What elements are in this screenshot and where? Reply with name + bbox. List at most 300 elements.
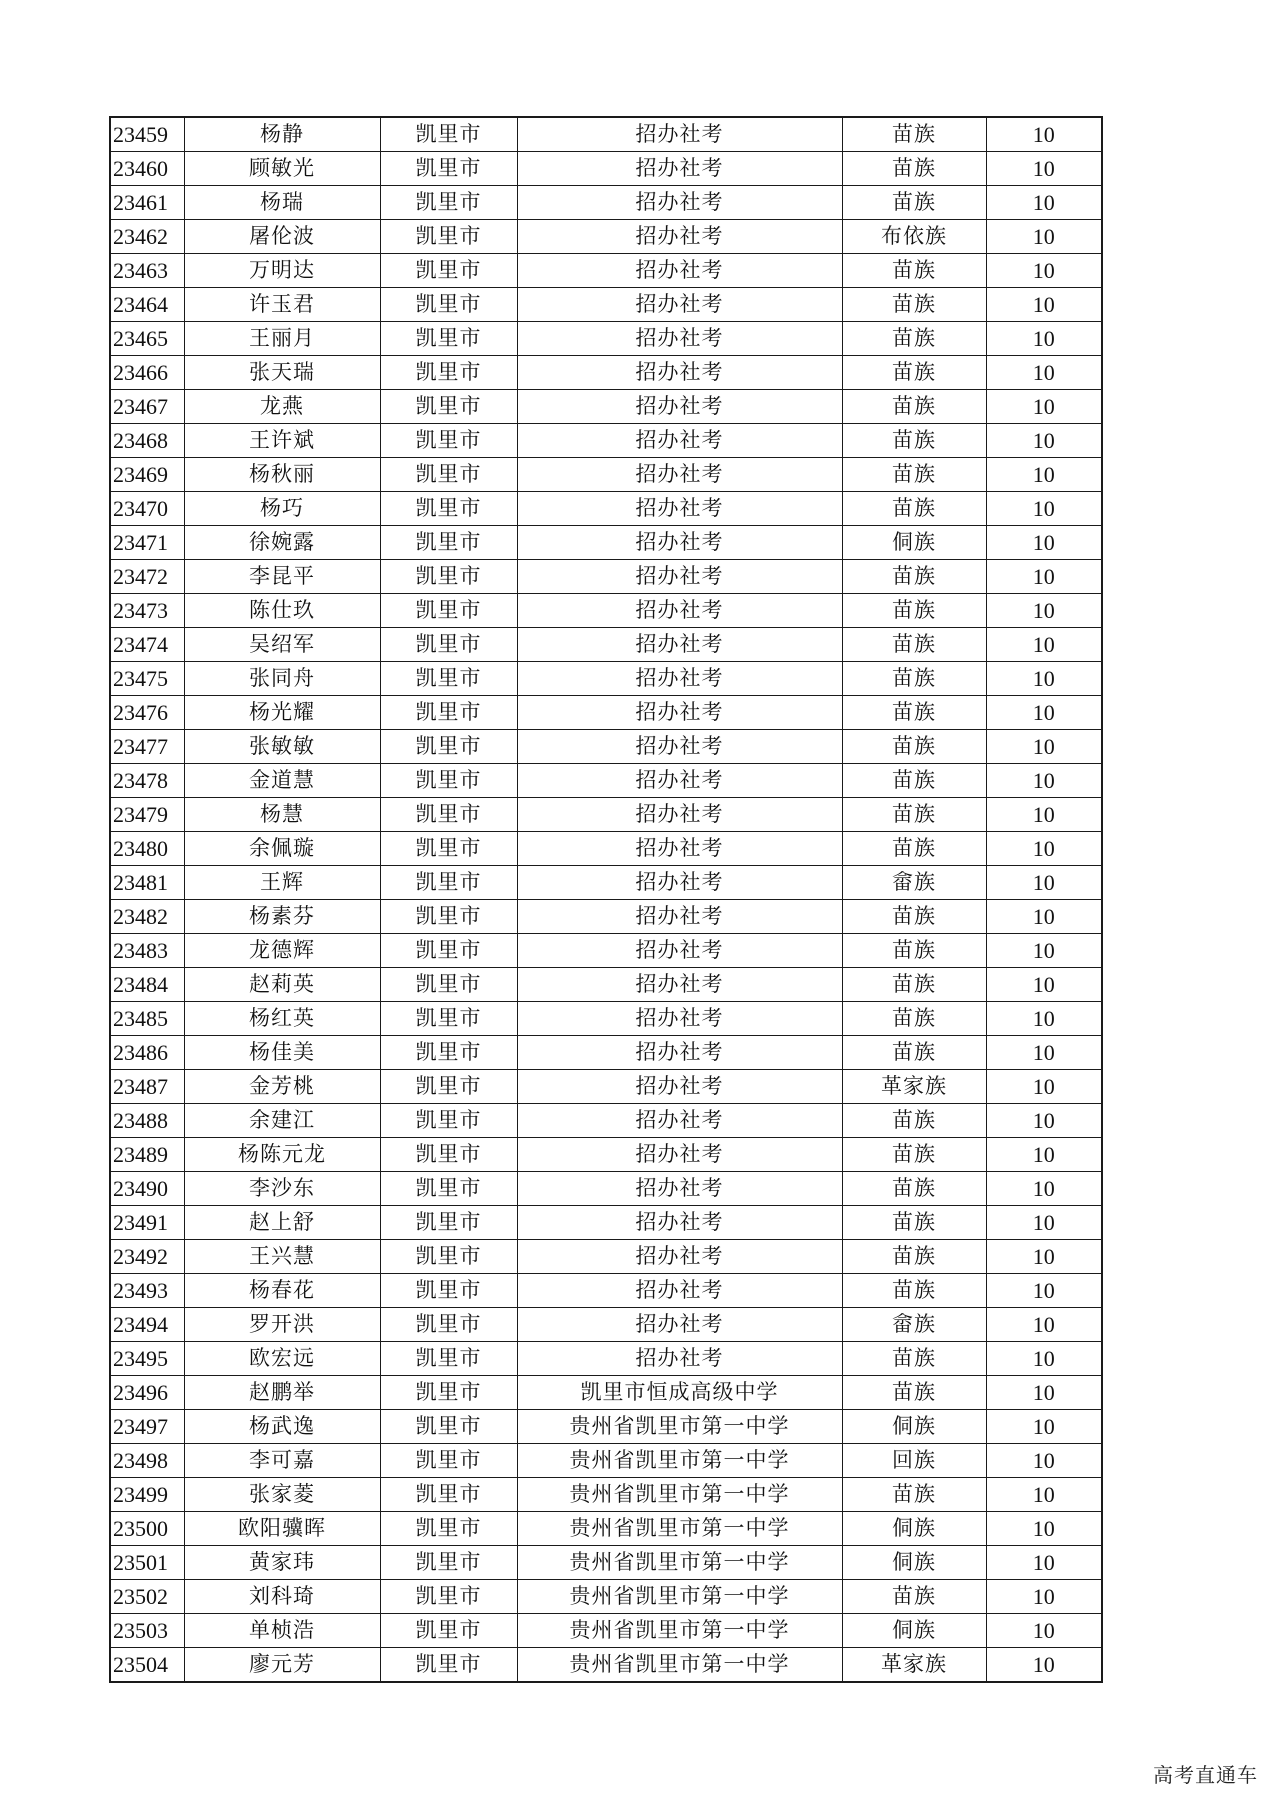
cell-ethnicity: 苗族 [842,117,986,152]
cell-bonus-points: 10 [986,254,1102,288]
cell-city: 凯里市 [380,832,517,866]
table-row [110,662,1102,696]
cell-ethnicity: 苗族 [842,934,986,968]
cell-ethnicity: 苗族 [842,1002,986,1036]
cell-name: 王许斌 [184,424,380,458]
cell-city: 凯里市 [380,798,517,832]
cell-exam-id: 23470 [110,492,184,526]
table-row [110,117,1102,152]
table-row [110,628,1102,662]
cell-ethnicity: 苗族 [842,594,986,628]
cell-city: 凯里市 [380,1070,517,1104]
cell-bonus-points: 10 [986,934,1102,968]
cell-name: 赵鹏举 [184,1376,380,1410]
cell-name: 屠伦波 [184,220,380,254]
cell-school: 招办社考 [517,866,842,900]
cell-city: 凯里市 [380,662,517,696]
cell-name: 陈仕玖 [184,594,380,628]
watermark-text: 高考直通车 [1153,1763,1258,1787]
cell-city: 凯里市 [380,1512,517,1546]
cell-city: 凯里市 [380,1342,517,1376]
table-row [110,356,1102,390]
cell-school: 招办社考 [517,730,842,764]
cell-bonus-points: 10 [986,526,1102,560]
cell-city: 凯里市 [380,1206,517,1240]
cell-bonus-points: 10 [986,288,1102,322]
cell-bonus-points: 10 [986,764,1102,798]
cell-exam-id: 23467 [110,390,184,424]
cell-school: 招办社考 [517,798,842,832]
cell-name: 罗开洪 [184,1308,380,1342]
cell-exam-id: 23495 [110,1342,184,1376]
cell-school: 招办社考 [517,560,842,594]
cell-ethnicity: 苗族 [842,1342,986,1376]
cell-name: 杨春花 [184,1274,380,1308]
cell-city: 凯里市 [380,1104,517,1138]
cell-bonus-points: 10 [986,220,1102,254]
cell-ethnicity: 苗族 [842,1478,986,1512]
cell-bonus-points: 10 [986,1104,1102,1138]
cell-city: 凯里市 [380,1138,517,1172]
cell-ethnicity: 革家族 [842,1648,986,1683]
cell-ethnicity: 苗族 [842,764,986,798]
cell-exam-id: 23474 [110,628,184,662]
cell-school: 招办社考 [517,492,842,526]
cell-ethnicity: 苗族 [842,900,986,934]
cell-exam-id: 23472 [110,560,184,594]
table-row [110,1138,1102,1172]
cell-city: 凯里市 [380,1614,517,1648]
cell-school: 招办社考 [517,628,842,662]
cell-name: 王兴慧 [184,1240,380,1274]
cell-ethnicity: 苗族 [842,390,986,424]
cell-ethnicity: 侗族 [842,1546,986,1580]
cell-name: 杨陈元龙 [184,1138,380,1172]
cell-bonus-points: 10 [986,1206,1102,1240]
cell-bonus-points: 10 [986,1614,1102,1648]
cell-exam-id: 23487 [110,1070,184,1104]
cell-bonus-points: 10 [986,594,1102,628]
cell-school: 招办社考 [517,390,842,424]
cell-ethnicity: 苗族 [842,1376,986,1410]
table-row [110,492,1102,526]
cell-bonus-points: 10 [986,662,1102,696]
cell-city: 凯里市 [380,458,517,492]
table-row [110,1648,1102,1683]
cell-bonus-points: 10 [986,628,1102,662]
table-row [110,900,1102,934]
cell-city: 凯里市 [380,526,517,560]
table-row [110,1478,1102,1512]
cell-bonus-points: 10 [986,356,1102,390]
table-row [110,1172,1102,1206]
table-row [110,1104,1102,1138]
cell-city: 凯里市 [380,186,517,220]
table-row [110,1614,1102,1648]
cell-exam-id: 23492 [110,1240,184,1274]
table-row [110,1036,1102,1070]
cell-school: 贵州省凯里市第一中学 [517,1444,842,1478]
table-row [110,458,1102,492]
cell-school: 招办社考 [517,186,842,220]
cell-school: 招办社考 [517,152,842,186]
cell-ethnicity: 苗族 [842,1138,986,1172]
cell-bonus-points: 10 [986,1342,1102,1376]
cell-name: 李可嘉 [184,1444,380,1478]
table-row [110,322,1102,356]
cell-name: 刘科琦 [184,1580,380,1614]
cell-city: 凯里市 [380,696,517,730]
cell-name: 欧宏远 [184,1342,380,1376]
cell-city: 凯里市 [380,1648,517,1683]
cell-bonus-points: 10 [986,458,1102,492]
cell-city: 凯里市 [380,968,517,1002]
cell-exam-id: 23462 [110,220,184,254]
cell-ethnicity: 畲族 [842,866,986,900]
table-row [110,832,1102,866]
cell-school: 招办社考 [517,1308,842,1342]
cell-city: 凯里市 [380,1172,517,1206]
table-row [110,1546,1102,1580]
cell-school: 招办社考 [517,968,842,1002]
cell-name: 龙德辉 [184,934,380,968]
cell-ethnicity: 侗族 [842,1512,986,1546]
cell-exam-id: 23482 [110,900,184,934]
cell-ethnicity: 苗族 [842,1172,986,1206]
table-row [110,798,1102,832]
cell-exam-id: 23485 [110,1002,184,1036]
cell-name: 杨秋丽 [184,458,380,492]
cell-exam-id: 23478 [110,764,184,798]
cell-exam-id: 23499 [110,1478,184,1512]
cell-bonus-points: 10 [986,832,1102,866]
cell-name: 单桢浩 [184,1614,380,1648]
table-row [110,1342,1102,1376]
cell-bonus-points: 10 [986,1274,1102,1308]
cell-school: 招办社考 [517,662,842,696]
cell-name: 徐婉露 [184,526,380,560]
cell-ethnicity: 苗族 [842,356,986,390]
cell-ethnicity: 苗族 [842,254,986,288]
cell-bonus-points: 10 [986,1308,1102,1342]
cell-school: 招办社考 [517,424,842,458]
cell-name: 李昆平 [184,560,380,594]
cell-city: 凯里市 [380,1546,517,1580]
cell-city: 凯里市 [380,152,517,186]
cell-ethnicity: 苗族 [842,968,986,1002]
cell-name: 黄家玮 [184,1546,380,1580]
cell-ethnicity: 苗族 [842,798,986,832]
cell-name: 杨光耀 [184,696,380,730]
cell-bonus-points: 10 [986,1036,1102,1070]
cell-name: 廖元芳 [184,1648,380,1683]
cell-bonus-points: 10 [986,900,1102,934]
cell-city: 凯里市 [380,560,517,594]
cell-school: 贵州省凯里市第一中学 [517,1580,842,1614]
cell-city: 凯里市 [380,288,517,322]
cell-name: 杨武逸 [184,1410,380,1444]
cell-exam-id: 23486 [110,1036,184,1070]
cell-school: 招办社考 [517,526,842,560]
cell-ethnicity: 苗族 [842,1274,986,1308]
table-row [110,390,1102,424]
cell-city: 凯里市 [380,1410,517,1444]
cell-name: 顾敏光 [184,152,380,186]
cell-name: 杨红英 [184,1002,380,1036]
cell-name: 张家菱 [184,1478,380,1512]
cell-name: 张敏敏 [184,730,380,764]
cell-bonus-points: 10 [986,866,1102,900]
cell-school: 凯里市恒成高级中学 [517,1376,842,1410]
cell-ethnicity: 苗族 [842,152,986,186]
table-row [110,220,1102,254]
table-row [110,594,1102,628]
cell-exam-id: 23469 [110,458,184,492]
cell-exam-id: 23504 [110,1648,184,1683]
table-row [110,254,1102,288]
roster-table [109,116,1103,1683]
cell-school: 招办社考 [517,900,842,934]
table-row [110,968,1102,1002]
cell-exam-id: 23463 [110,254,184,288]
cell-ethnicity: 苗族 [842,424,986,458]
cell-bonus-points: 10 [986,186,1102,220]
roster-body [110,117,1102,1682]
cell-bonus-points: 10 [986,1376,1102,1410]
table-row [110,866,1102,900]
cell-exam-id: 23484 [110,968,184,1002]
cell-exam-id: 23494 [110,1308,184,1342]
cell-exam-id: 23465 [110,322,184,356]
cell-bonus-points: 10 [986,152,1102,186]
cell-ethnicity: 布依族 [842,220,986,254]
cell-name: 余建江 [184,1104,380,1138]
cell-name: 万明达 [184,254,380,288]
cell-city: 凯里市 [380,322,517,356]
cell-ethnicity: 苗族 [842,832,986,866]
cell-exam-id: 23475 [110,662,184,696]
table-row [110,288,1102,322]
cell-school: 招办社考 [517,356,842,390]
cell-ethnicity: 苗族 [842,1104,986,1138]
cell-exam-id: 23500 [110,1512,184,1546]
cell-exam-id: 23480 [110,832,184,866]
cell-exam-id: 23466 [110,356,184,390]
cell-bonus-points: 10 [986,968,1102,1002]
cell-name: 吴绍军 [184,628,380,662]
cell-ethnicity: 苗族 [842,662,986,696]
cell-city: 凯里市 [380,1580,517,1614]
cell-city: 凯里市 [380,1274,517,1308]
cell-city: 凯里市 [380,1036,517,1070]
cell-school: 招办社考 [517,594,842,628]
cell-bonus-points: 10 [986,1580,1102,1614]
cell-ethnicity: 革家族 [842,1070,986,1104]
cell-bonus-points: 10 [986,390,1102,424]
cell-name: 杨静 [184,117,380,152]
cell-name: 杨瑞 [184,186,380,220]
cell-city: 凯里市 [380,1308,517,1342]
table-row [110,1070,1102,1104]
cell-school: 贵州省凯里市第一中学 [517,1478,842,1512]
cell-name: 张天瑞 [184,356,380,390]
cell-ethnicity: 苗族 [842,1580,986,1614]
cell-bonus-points: 10 [986,1648,1102,1683]
cell-name: 张同舟 [184,662,380,696]
cell-bonus-points: 10 [986,560,1102,594]
cell-exam-id: 23483 [110,934,184,968]
cell-name: 王丽月 [184,322,380,356]
cell-exam-id: 23502 [110,1580,184,1614]
cell-ethnicity: 苗族 [842,1240,986,1274]
cell-city: 凯里市 [380,356,517,390]
cell-bonus-points: 10 [986,1512,1102,1546]
cell-school: 招办社考 [517,1206,842,1240]
cell-ethnicity: 苗族 [842,1206,986,1240]
cell-school: 招办社考 [517,1138,842,1172]
cell-exam-id: 23468 [110,424,184,458]
cell-city: 凯里市 [380,1444,517,1478]
cell-ethnicity: 苗族 [842,628,986,662]
cell-bonus-points: 10 [986,117,1102,152]
cell-ethnicity: 苗族 [842,696,986,730]
cell-bonus-points: 10 [986,1070,1102,1104]
table-row [110,934,1102,968]
cell-school: 招办社考 [517,764,842,798]
cell-school: 招办社考 [517,117,842,152]
table-row [110,1308,1102,1342]
cell-bonus-points: 10 [986,1240,1102,1274]
cell-ethnicity: 侗族 [842,1410,986,1444]
cell-exam-id: 23477 [110,730,184,764]
cell-bonus-points: 10 [986,1546,1102,1580]
cell-city: 凯里市 [380,628,517,662]
cell-exam-id: 23479 [110,798,184,832]
cell-school: 招办社考 [517,322,842,356]
cell-exam-id: 23493 [110,1274,184,1308]
cell-ethnicity: 苗族 [842,322,986,356]
cell-ethnicity: 苗族 [842,186,986,220]
cell-exam-id: 23488 [110,1104,184,1138]
cell-exam-id: 23459 [110,117,184,152]
table-row [110,186,1102,220]
cell-city: 凯里市 [380,1240,517,1274]
cell-city: 凯里市 [380,424,517,458]
cell-city: 凯里市 [380,866,517,900]
cell-exam-id: 23496 [110,1376,184,1410]
cell-bonus-points: 10 [986,1138,1102,1172]
cell-ethnicity: 苗族 [842,1036,986,1070]
cell-school: 招办社考 [517,934,842,968]
cell-exam-id: 23503 [110,1614,184,1648]
table-row [110,696,1102,730]
cell-city: 凯里市 [380,764,517,798]
cell-city: 凯里市 [380,492,517,526]
cell-name: 金道慧 [184,764,380,798]
cell-exam-id: 23501 [110,1546,184,1580]
table-row [110,1410,1102,1444]
cell-exam-id: 23490 [110,1172,184,1206]
cell-exam-id: 23460 [110,152,184,186]
cell-bonus-points: 10 [986,424,1102,458]
cell-bonus-points: 10 [986,322,1102,356]
cell-name: 金芳桃 [184,1070,380,1104]
cell-city: 凯里市 [380,730,517,764]
cell-name: 杨巧 [184,492,380,526]
cell-school: 招办社考 [517,1274,842,1308]
cell-name: 赵莉英 [184,968,380,1002]
cell-school: 招办社考 [517,696,842,730]
cell-exam-id: 23473 [110,594,184,628]
cell-exam-id: 23476 [110,696,184,730]
cell-city: 凯里市 [380,1376,517,1410]
cell-school: 贵州省凯里市第一中学 [517,1410,842,1444]
table-row [110,1376,1102,1410]
table-row [110,1512,1102,1546]
cell-ethnicity: 苗族 [842,560,986,594]
cell-school: 招办社考 [517,1342,842,1376]
cell-school: 贵州省凯里市第一中学 [517,1614,842,1648]
cell-city: 凯里市 [380,220,517,254]
cell-ethnicity: 侗族 [842,526,986,560]
cell-bonus-points: 10 [986,1410,1102,1444]
table-row [110,1580,1102,1614]
cell-ethnicity: 苗族 [842,730,986,764]
cell-ethnicity: 侗族 [842,1614,986,1648]
table-row [110,1444,1102,1478]
table-row [110,1206,1102,1240]
cell-exam-id: 23489 [110,1138,184,1172]
table-row [110,1002,1102,1036]
cell-exam-id: 23461 [110,186,184,220]
cell-name: 杨慧 [184,798,380,832]
cell-school: 招办社考 [517,288,842,322]
cell-bonus-points: 10 [986,730,1102,764]
cell-city: 凯里市 [380,390,517,424]
cell-ethnicity: 畲族 [842,1308,986,1342]
cell-city: 凯里市 [380,117,517,152]
cell-school: 招办社考 [517,1070,842,1104]
cell-name: 杨素芬 [184,900,380,934]
cell-exam-id: 23497 [110,1410,184,1444]
cell-school: 招办社考 [517,1240,842,1274]
cell-school: 招办社考 [517,1172,842,1206]
cell-school: 贵州省凯里市第一中学 [517,1512,842,1546]
cell-name: 赵上舒 [184,1206,380,1240]
cell-ethnicity: 回族 [842,1444,986,1478]
cell-name: 欧阳骥晖 [184,1512,380,1546]
cell-school: 招办社考 [517,254,842,288]
cell-exam-id: 23464 [110,288,184,322]
table-row [110,424,1102,458]
cell-city: 凯里市 [380,934,517,968]
cell-bonus-points: 10 [986,492,1102,526]
cell-school: 招办社考 [517,1104,842,1138]
cell-exam-id: 23481 [110,866,184,900]
cell-city: 凯里市 [380,254,517,288]
cell-exam-id: 23471 [110,526,184,560]
cell-city: 凯里市 [380,594,517,628]
cell-exam-id: 23491 [110,1206,184,1240]
cell-school: 招办社考 [517,220,842,254]
cell-bonus-points: 10 [986,1172,1102,1206]
cell-name: 许玉君 [184,288,380,322]
cell-school: 贵州省凯里市第一中学 [517,1546,842,1580]
table-row [110,764,1102,798]
cell-school: 招办社考 [517,458,842,492]
cell-school: 招办社考 [517,1036,842,1070]
cell-name: 王辉 [184,866,380,900]
